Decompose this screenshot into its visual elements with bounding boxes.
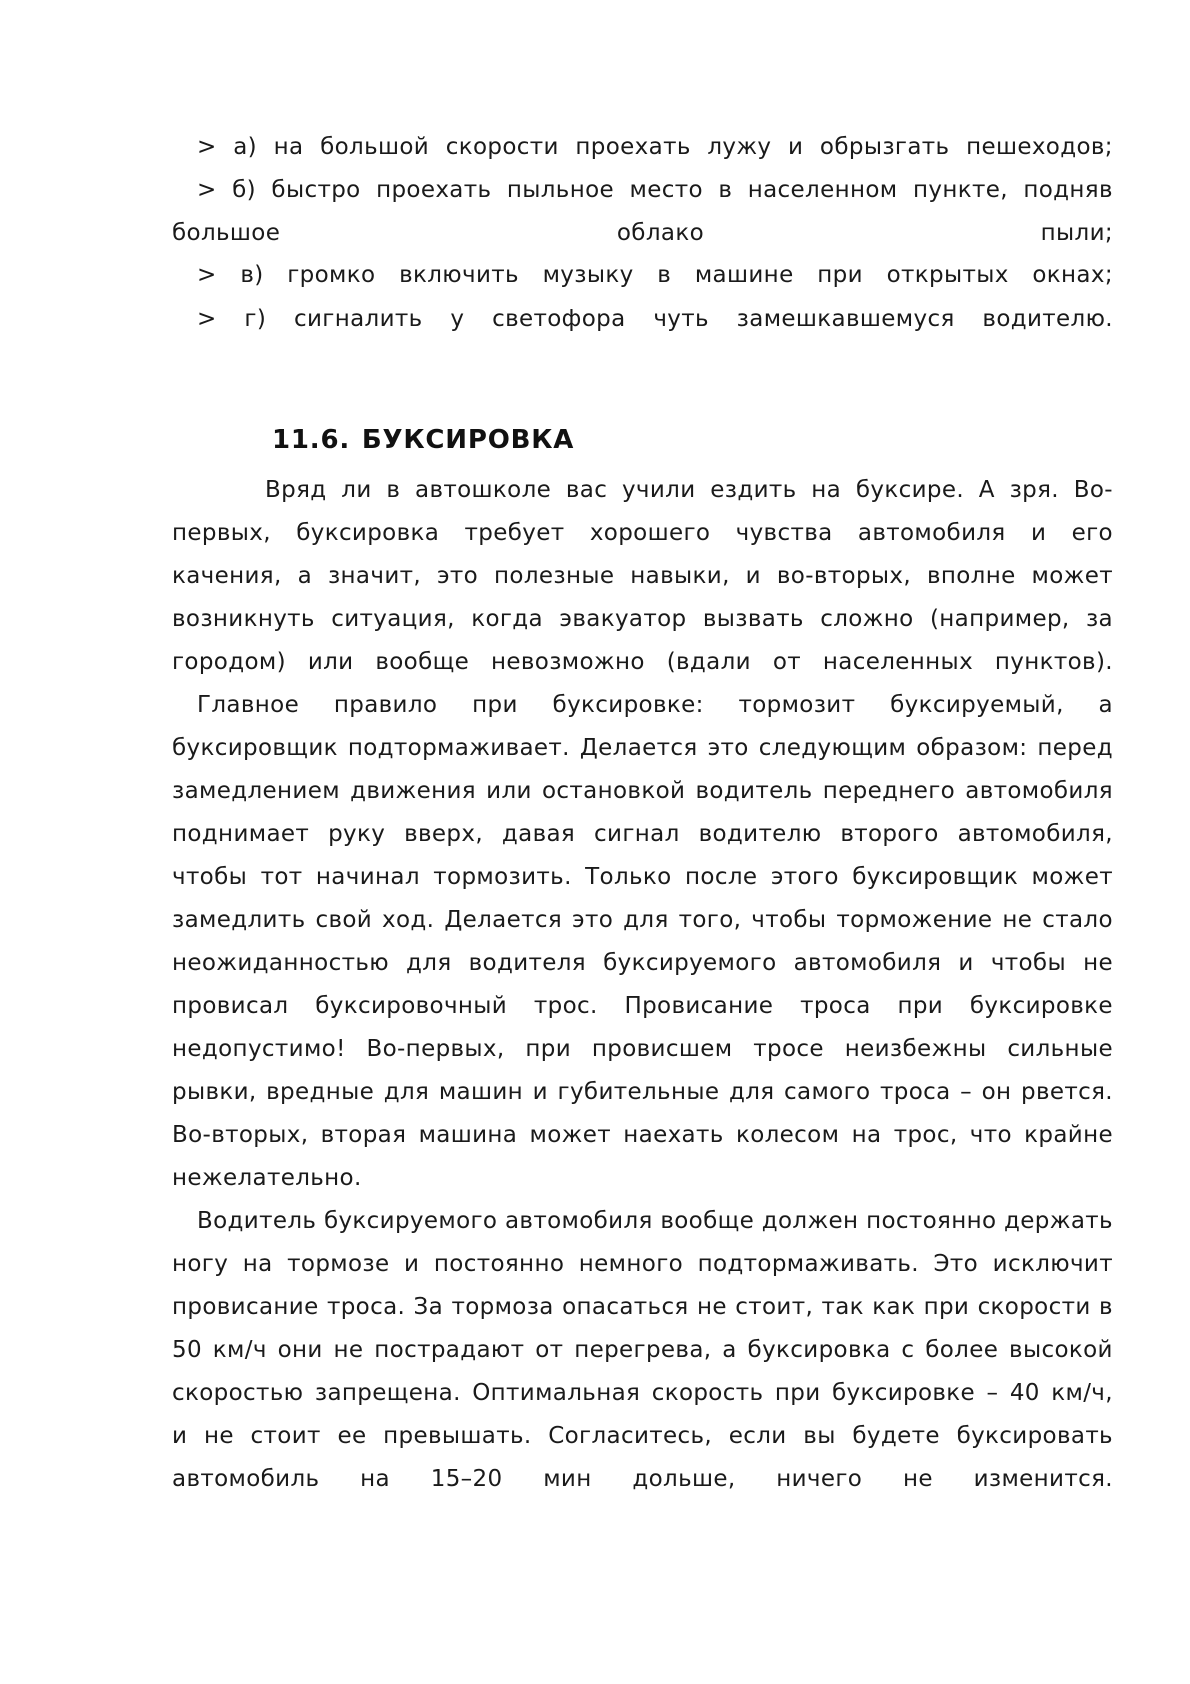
paragraph-line: чтобы тот начинал тормозить. Только после этого буксировщик может bbox=[172, 864, 1113, 890]
paragraph-line: рывки, вредные для машин и губительные для самого троса – он рвется. bbox=[172, 1079, 1113, 1105]
list-item-a: > а) на большой скорости проехать лужу и обрызгать пешеходов; bbox=[197, 134, 1113, 160]
paragraph-line: Главное правило при буксировке: тормозит буксируемый, а bbox=[197, 692, 1113, 718]
paragraph-line: возникнуть ситуация, когда эвакуатор вызвать сложно (например, за bbox=[172, 606, 1113, 632]
paragraph-line: городом) или вообще невозможно (вдали от населенных пунктов). bbox=[172, 649, 1113, 675]
paragraph-line: Во-вторых, вторая машина может наехать колесом на трос, что крайне bbox=[172, 1122, 1113, 1148]
section-title: 11.6. БУКСИРОВКА bbox=[272, 425, 575, 455]
paragraph-line: Водитель буксируемого автомобиля вообще должен постоянно держать bbox=[197, 1208, 1113, 1234]
paragraph-line: качения, а значит, это полезные навыки, и во-вторых, вполне может bbox=[172, 563, 1113, 589]
paragraph-line: первых, буксировка требует хорошего чувства автомобиля и его bbox=[172, 520, 1113, 546]
list-item-d: > г) сигналить у светофора чуть замешкавшемуся водителю. bbox=[197, 306, 1113, 332]
paragraph-line: замедлить свой ход. Делается это для того, чтобы торможение не стало bbox=[172, 907, 1113, 933]
paragraph-line: скоростью запрещена. Оптимальная скорость при буксировке – 40 км/ч, bbox=[172, 1380, 1113, 1406]
list-item-b: > б) быстро проехать пыльное место в населенном пункте, подняв bbox=[197, 177, 1113, 203]
paragraph-line: провисание троса. За тормоза опасаться не стоит, так как при скорости в bbox=[172, 1294, 1113, 1320]
paragraph-line: автомобиль на 15–20 мин дольше, ничего не изменится. bbox=[172, 1466, 1113, 1492]
paragraph-line: поднимает руку вверх, давая сигнал водителю второго автомобиля, bbox=[172, 821, 1113, 847]
list-item-c: > в) громко включить музыку в машине при открытых окнах; bbox=[197, 262, 1113, 288]
paragraph-line: неожиданностью для водителя буксируемого автомобиля и чтобы не bbox=[172, 950, 1113, 976]
paragraph-line: провисал буксировочный трос. Провисание троса при буксировке bbox=[172, 993, 1113, 1019]
paragraph-line: недопустимо! Во-первых, при провисшем тросе неизбежны сильные bbox=[172, 1036, 1113, 1062]
paragraph-line: 50 км/ч они не пострадают от перегрева, а буксировка с более высокой bbox=[172, 1337, 1113, 1363]
paragraph-line: нежелательно. bbox=[172, 1165, 362, 1191]
paragraph-line: буксировщик подтормаживает. Делается это следующим образом: перед bbox=[172, 735, 1113, 761]
paragraph-line: и не стоит ее превышать. Согласитесь, если вы будете буксировать bbox=[172, 1423, 1113, 1449]
list-item-b-continuation: большое облако пыли; bbox=[172, 220, 1113, 246]
paragraph-line: Вряд ли в автошколе вас учили ездить на буксире. А зря. Во- bbox=[265, 477, 1113, 503]
paragraph-line: ногу на тормозе и постоянно немного подтормаживать. Это исключит bbox=[172, 1251, 1113, 1277]
paragraph-line: замедлением движения или остановкой водитель переднего автомобиля bbox=[172, 778, 1113, 804]
